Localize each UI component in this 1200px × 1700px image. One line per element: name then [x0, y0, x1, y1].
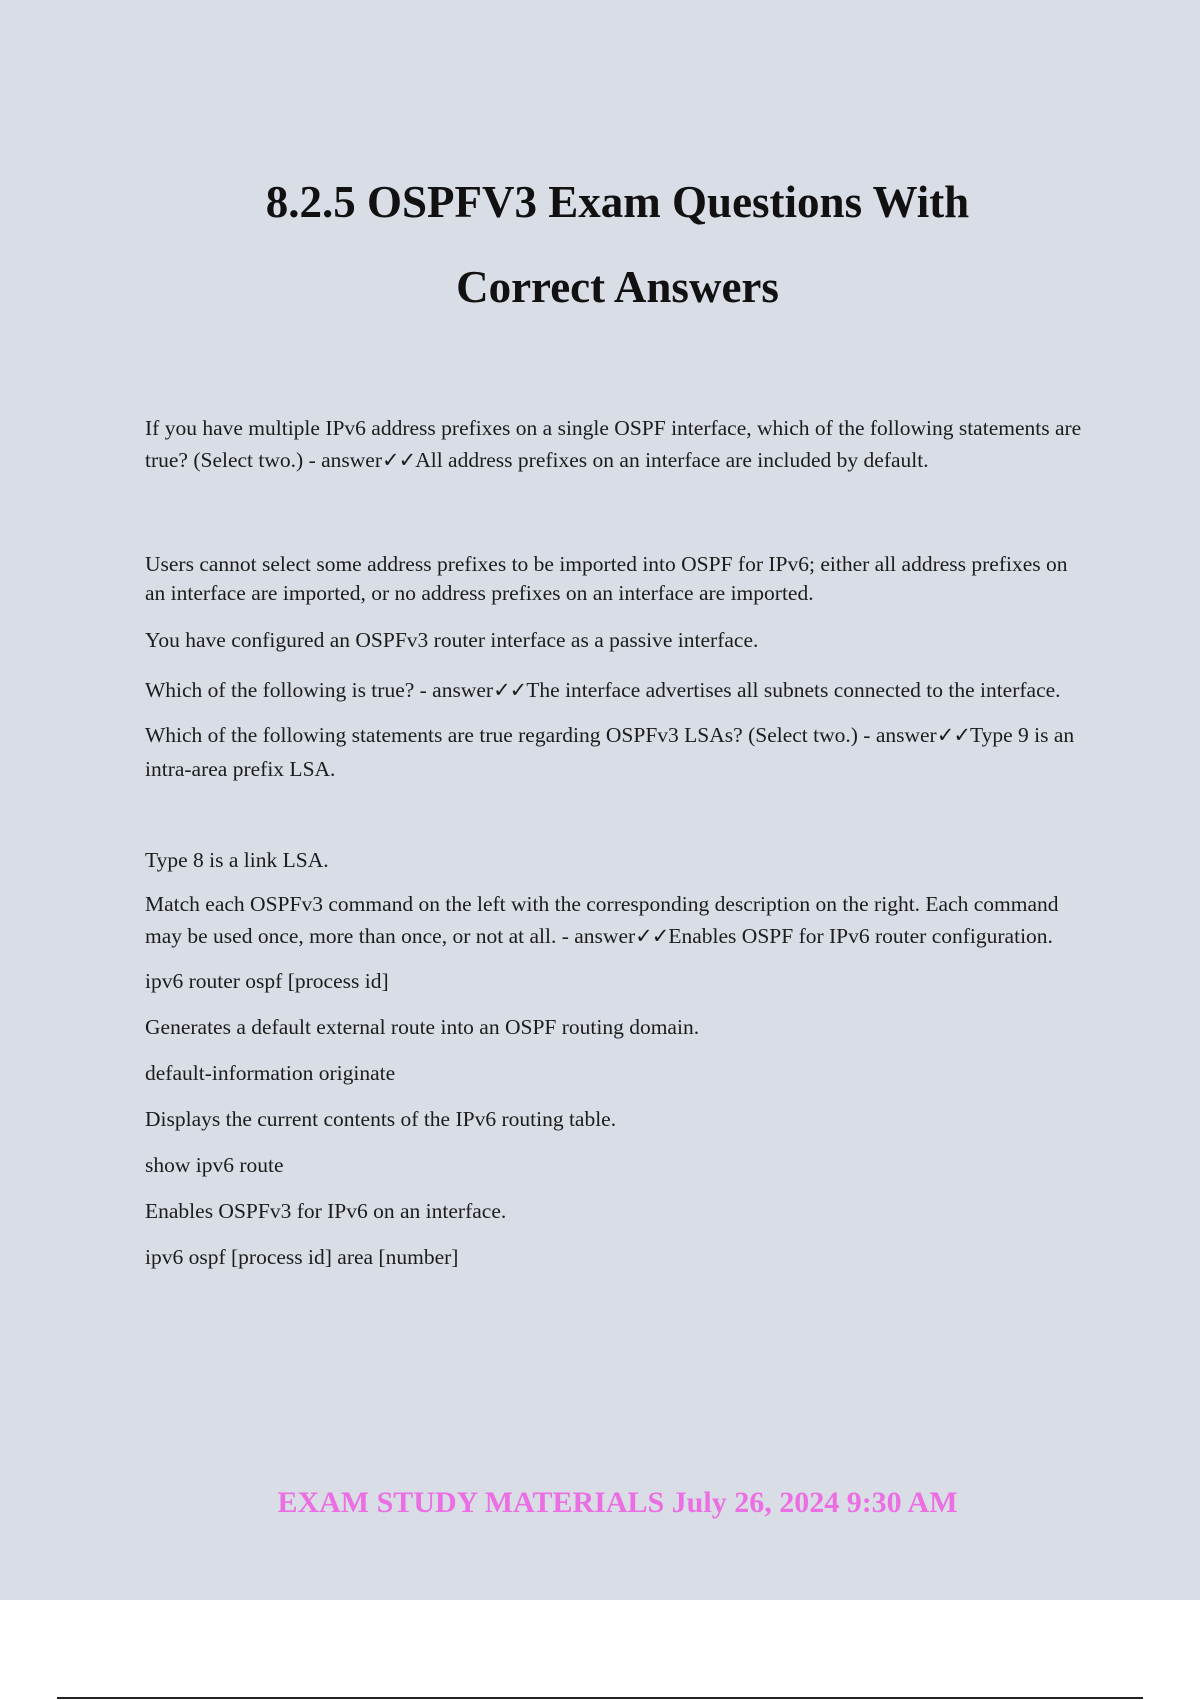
answer-text: The interface advertises all subnets connected to the interface.: [526, 678, 1061, 702]
paragraph-type-8: Type 8 is a link LSA.: [145, 848, 329, 872]
command-ipv6-router-ospf: ipv6 router ospf [process id]: [145, 969, 389, 993]
bottom-divider: [57, 1697, 1143, 1699]
document-body: [145, 412, 1085, 1273]
document-title: [150, 160, 1085, 330]
answer-text: Enables OSPF for IPv6 router configuration.: [668, 924, 1053, 948]
description-routing-table: Displays the current contents of the IPv6 routing table.: [145, 1107, 617, 1131]
answer-text: All address prefixes on an interface are included by default.: [415, 448, 929, 472]
command-default-information: default-information originate: [145, 1061, 396, 1085]
question-text: If you have multiple IPv6 address prefixes on a single OSPF interface, which of the following statements are true? (Select two.) - answer: [145, 416, 1082, 472]
question-text: Which of the following statements are true regarding OSPFv3 LSAs? (Select two.) - answer: [145, 723, 937, 747]
answer-text: Type 9 is an intra-area prefix LSA.: [145, 723, 1075, 781]
paragraph-question-passive: [145, 674, 1085, 706]
checkmark-icon: ✓✓: [493, 678, 527, 702]
question-text: Match each OSPFv3 command on the left with the corresponding description on the right. Each command may be used once, more than once, or not at all. - answer: [145, 892, 1059, 948]
footer-stamp: EXAM STUDY MATERIALS July 26, 2024 9:30 AM: [277, 1486, 958, 1519]
paragraph-question-lsas: [145, 718, 1085, 786]
checkmark-icon: ✓✓: [936, 723, 970, 747]
question-text: Which of the following is true? - answer: [145, 678, 494, 702]
description-default-route: Generates a default external route into an OSPF routing domain.: [145, 1015, 700, 1039]
command-show-ipv6-route: show ipv6 route: [145, 1153, 284, 1177]
title-line-2: Correct Answers: [456, 262, 779, 312]
paragraph-question-prefixes: [145, 412, 1085, 476]
description-enable-ospfv3: Enables OSPFv3 for IPv6 on an interface.: [145, 1199, 507, 1223]
paragraph-users-cannot-select: Users cannot select some address prefixes to be imported into OSPF for IPv6; either all address prefixes on an interface are imported, or no address prefixes on an interface are imported.: [145, 552, 1068, 605]
paragraph-passive-interface: You have configured an OSPFv3 router interface as a passive interface.: [145, 628, 759, 652]
checkmark-icon: ✓✓: [635, 924, 669, 948]
title-line-1: 8.2.5 OSPFV3 Exam Questions With: [265, 177, 970, 227]
command-ipv6-ospf-area: ipv6 ospf [process id] area [number]: [145, 1245, 459, 1269]
checkmark-icon: ✓✓: [382, 448, 416, 472]
paragraph-question-match: [145, 888, 1085, 952]
